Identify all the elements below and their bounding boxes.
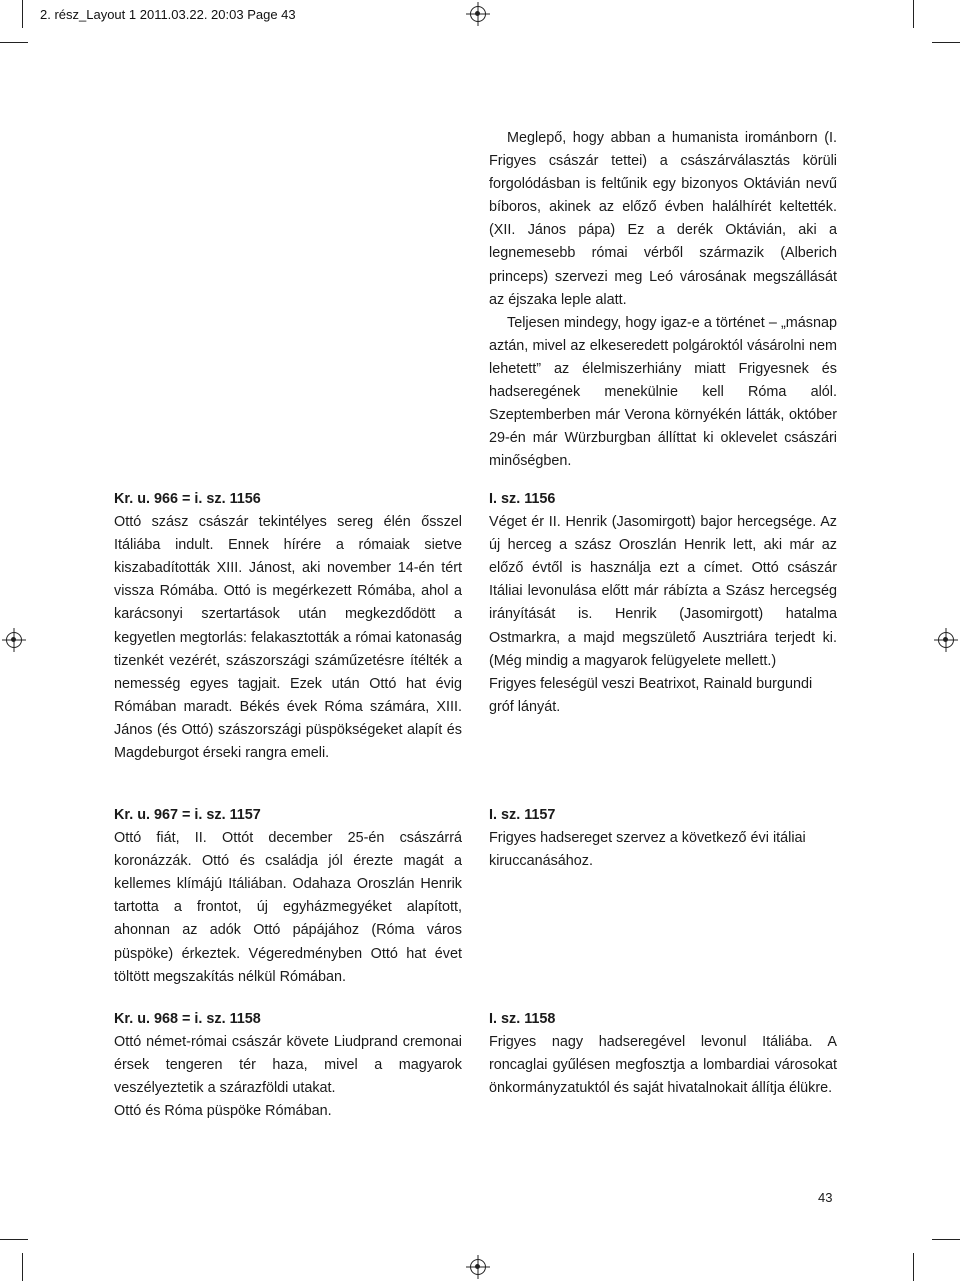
- entry-right-1158: [489, 1008, 837, 1100]
- entry-heading: Kr. u. 966 = i. sz. 1156: [114, 491, 261, 507]
- entry-left-966: [114, 488, 462, 765]
- entry-right-1157: [489, 804, 837, 873]
- crop-mark: [0, 1239, 28, 1240]
- crop-mark: [913, 0, 914, 28]
- registration-mark-icon: [470, 1259, 486, 1275]
- entry-body: Ottó fiát, II. Ottót december 25-én császárrá koronázzák. Ottó és családja jól érezte magát a kellemes klímájú Itáliában. Odahaza Oroszlán Henrik tartotta a frontot, új egyházmegyéket alapított, ahonnan az adók Ottó pápájához (Róma város püspöke) érkeztek. Végeredményben Ottó hat évet töltött megszakítás nélkül Rómában.: [114, 830, 462, 985]
- entry-body: Ottó és Róma püspöke Rómában.: [114, 1103, 332, 1120]
- crop-mark: [932, 42, 960, 43]
- entry-heading: I. sz. 1158: [489, 1011, 556, 1027]
- entry-heading: I. sz. 1157: [489, 807, 556, 823]
- entry-left-967: [114, 804, 462, 989]
- slug-text: 2. rész_Layout 1 2011.03.22. 20:03 Page 43: [40, 7, 296, 22]
- right-column-intro: [489, 127, 837, 473]
- entry-body: Frigyes feleségül veszi Beatrixot, Rainald burgundi gróf lányát.: [489, 675, 813, 715]
- entry-heading: Kr. u. 967 = i. sz. 1157: [114, 807, 261, 823]
- crop-mark: [0, 42, 28, 43]
- entry-heading: Kr. u. 968 = i. sz. 1158: [114, 1011, 261, 1027]
- paragraph: Teljesen mindegy, hogy igaz-e a történet – „másnap aztán, mivel az elkeseredett polgároktól vásárolni nem lehetett” az élelmiszerhiány miatt Frigyesnek és hadseregének menekülnie kell Róma alól. Szeptemberben már Verona környékén látták, október 29-én már Würzburgban állíttat ki oklevelet császári minőségben.: [489, 314, 837, 470]
- crop-mark: [913, 1253, 914, 1281]
- entry-body: Ottó szász császár tekintélyes sereg élén ősszel Itáliába indult. Ennek hírére a rómaiak sietve kiszabadították XIII. Jánost, aki november 14-én tért vissza Rómába. Ottó is megérkezett Rómába, ahol a karácsonyi szertartások után megkezdődött a kegyetlen megtorlás: felakasztották a római katonaság tizenkét vezérét, szászországi száműzetésre ítélték a nemesség egyes tagjait. Ezek után Ottó hat évig Rómában maradt. Békés évek Róma számára, XIII. János (és Ottó) szászországi püspökségeket alapít és Magdeburgot érseki rangra emeli.: [114, 514, 462, 762]
- entry-heading: I. sz. 1156: [489, 491, 556, 507]
- entry-body: Véget ér II. Henrik (Jasomirgott) bajor hercegsége. Az új herceg a szász Oroszlán Henrik lett, aki már az előző évtől is használja ezt a címet. Ottó császár Itáliai levonulása előtt már rábízta a Szász hercegség irányítását is. Henrik (Jasomirgott) hatalma Ostmarkra, a majd megszülető Ausztriára terjedt ki. (Még mindig a magyarok felügyelete mellett.): [489, 514, 837, 669]
- entry-right-1156: [489, 488, 837, 719]
- page-number: 43: [818, 1190, 833, 1205]
- crop-mark: [22, 1253, 23, 1281]
- paragraph: Meglepő, hogy abban a humanista irománborn (I. Frigyes császár tettei) a császárválasztás körüli forgolódásban is feltűnik egy bizonyos Oktávián nevű bíboros, akinek az előző évben halálhírét keltették. (XII. János pápa) Ez a derék Oktávián, aki a legnemesebb római vérből származik (Alberich princeps) szervezi meg Leó városának megszállását az éjszaka leple alatt.: [489, 130, 837, 308]
- registration-mark-icon: [6, 632, 22, 648]
- registration-mark-icon: [938, 632, 954, 648]
- entry-body: Frigyes nagy hadseregével levonul Itáliába. A roncaglai gyűlésen megfosztja a lombardiai városokat önkormányzatuktól és saját hivatalnokait állítja élükre.: [489, 1034, 837, 1097]
- entry-body: Ottó német-római császár követe Liudprand cremonai érsek tengeren tér haza, mivel a magyarok veszélyeztetik a szárazföldi utakat.: [114, 1034, 462, 1097]
- crop-mark: [22, 0, 23, 28]
- registration-mark-icon: [470, 6, 486, 22]
- entry-left-968: [114, 1008, 462, 1123]
- crop-mark: [932, 1239, 960, 1240]
- entry-body: Frigyes hadsereget szervez a következő évi itáliai kiruccanásához.: [489, 830, 806, 870]
